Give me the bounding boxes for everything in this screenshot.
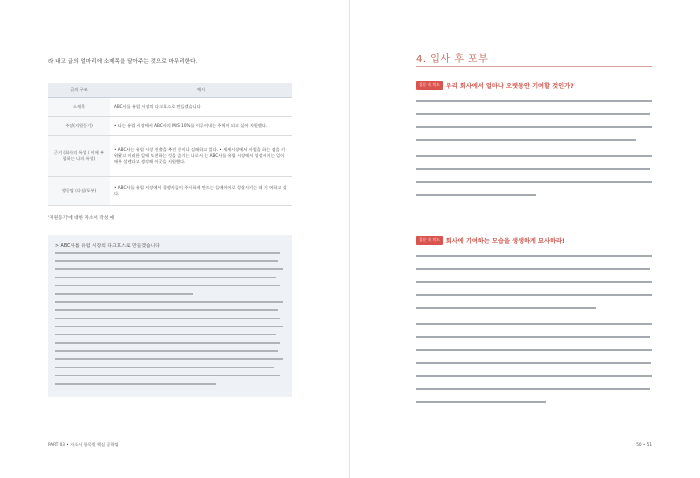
page-footer-left: PART 03 • 자소서 항목별 핵심 공략법 xyxy=(48,442,119,447)
text-line xyxy=(55,285,280,287)
text-line xyxy=(55,301,283,303)
right-page xyxy=(350,0,700,478)
table-header-structure: 글의 구조 xyxy=(48,83,110,98)
text-line xyxy=(416,181,652,183)
page-footer-right: 50 • 51 xyxy=(636,442,652,447)
text-line xyxy=(55,367,274,369)
row-key: 주장(지원동기) xyxy=(48,117,110,136)
table-header-row xyxy=(48,83,292,98)
question-badge: 질문 속 의도 xyxy=(416,236,443,245)
row-value: • ABC사를 유럽 시장에서 경쟁사들이 주시하게 만드는 들에이어로 성장시키는 데 기 여하고 싶다. xyxy=(110,177,292,206)
structure-table xyxy=(48,83,292,206)
text-line xyxy=(416,126,652,128)
text-line xyxy=(416,294,652,296)
text-line xyxy=(416,255,652,257)
text-line xyxy=(55,318,280,320)
text-line xyxy=(55,358,283,360)
text-line xyxy=(416,113,650,115)
text-line xyxy=(416,139,636,141)
chapter-underline xyxy=(416,66,652,67)
table-row xyxy=(48,136,292,177)
text-line xyxy=(416,362,651,364)
text-line xyxy=(55,383,216,385)
text-line xyxy=(55,342,280,344)
text-line xyxy=(416,388,650,390)
question-text: 우리 회사에서 얼마나 오랫동안 기여할 것인가? xyxy=(445,82,574,90)
text-line xyxy=(416,336,650,338)
text-line xyxy=(416,349,652,351)
text-line xyxy=(55,252,280,254)
table-row xyxy=(48,177,292,206)
table-caption: '지원동기'에 대한 자소서 작성 예 xyxy=(48,216,115,221)
sample-body xyxy=(55,252,285,391)
intro-text: 라 내고 글의 얼마리에 소제목을 달아주는 것으로 마무리한다. xyxy=(48,59,198,65)
sample-title: > ABC사를 유럽 시장의 다크호스로 만들겠습니다 xyxy=(55,244,160,249)
text-line xyxy=(416,168,650,170)
text-line xyxy=(55,334,276,336)
text-line xyxy=(55,375,280,377)
row-key: 행동탑 (다짐/포부) xyxy=(48,177,110,206)
question-text: 회사에 기여하는 모습을 생생하게 묘사하라! xyxy=(445,237,565,245)
text-line xyxy=(55,293,193,295)
text-line xyxy=(416,401,546,403)
row-key: 근거 (회사의 특성 / 이에 부합하는 나의 특성) xyxy=(48,136,110,177)
table-row xyxy=(48,98,292,117)
text-line xyxy=(416,194,536,196)
text-line xyxy=(416,307,596,309)
text-line xyxy=(416,268,650,270)
text-line xyxy=(55,326,283,328)
text-line xyxy=(55,260,278,262)
text-line xyxy=(416,323,652,325)
question-heading-1 xyxy=(416,80,574,90)
row-value: • 나는 유럽 시장에서 ABC사의 M/S 10%를 이루어내는 주역이 되고 싶어 지원했다. xyxy=(110,117,292,136)
question-heading-2 xyxy=(416,235,565,245)
row-value: • ABC사는 유럽 시장 진출을 추진 중이나 실패하고 있다. • 세계시장에서 사업을 하는 점을 키워왔고 이러한 일에 도전하는 것을 즐기는 나로서 는 ABC사를 유럽 시장에서 성장시키는 일이 매우 설렌다고 생각해 이곳을 지원했다. xyxy=(110,136,292,177)
text-line xyxy=(55,268,283,270)
text-line xyxy=(55,309,278,311)
table-header-example: 예시 xyxy=(110,83,292,98)
text-line xyxy=(416,100,652,102)
text-line xyxy=(416,281,652,283)
row-value: ABC사를 유럽 시장의 다크호스로 만들겠습니다 xyxy=(110,98,292,117)
row-key: 소제목 xyxy=(48,98,110,117)
text-line xyxy=(416,375,652,377)
text-line xyxy=(55,277,276,279)
question-badge: 질문 속 의도 xyxy=(416,81,443,90)
table-row xyxy=(48,117,292,136)
text-line xyxy=(416,155,652,157)
text-line xyxy=(55,350,278,352)
chapter-title: 4. 입사 후 포부 xyxy=(416,54,489,65)
sample-essay-box xyxy=(48,235,292,397)
